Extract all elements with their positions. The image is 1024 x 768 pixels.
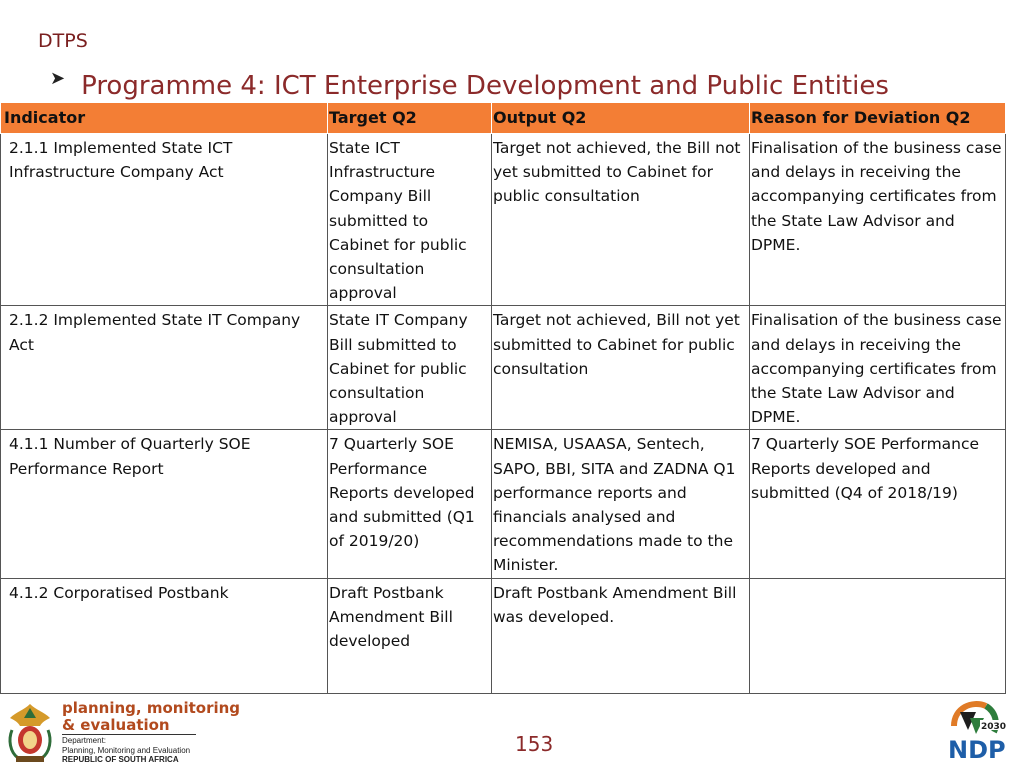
cell-target: State IT Company Bill submitted to Cabinet for public consultation approval [328, 306, 492, 430]
table-row [1, 578, 1006, 693]
coat-of-arms-icon [4, 700, 56, 766]
ndp-2030-logo-icon [946, 696, 1007, 764]
pme-line1: planning, monitoring [62, 699, 241, 717]
table-row [1, 430, 1006, 578]
slide-title: Programme 4: ICT Enterprise Development and Public Entities [81, 71, 889, 101]
cell-reason: 7 Quarterly SOE Performance Reports developed and submitted (Q4 of 2018/19) [750, 430, 1006, 578]
cell-target: State ICT Infrastructure Company Bill submitted to Cabinet for public consultation approval [328, 134, 492, 306]
cell-reason: Finalisation of the business case and delays in receiving the accompanying certificates from the State Law Advisor and DPME. [750, 306, 1006, 430]
cell-indicator: 2.1.2 Implemented State IT Company Act [1, 306, 328, 430]
cell-target: 7 Quarterly SOE Performance Reports developed and submitted (Q1 of 2019/20) [328, 430, 492, 578]
logo-divider [62, 734, 196, 735]
ndp-text: NDP [948, 736, 1006, 764]
dept-line1: Department: [62, 736, 107, 745]
cell-output: Draft Postbank Amendment Bill was developed. [492, 578, 750, 693]
cell-reason [750, 578, 1006, 693]
cell-indicator: 4.1.1 Number of Quarterly SOE Performance Report [1, 430, 328, 578]
ndp-year-text: 2030 [981, 722, 1007, 732]
cell-output: Target not achieved, the Bill not yet submitted to Cabinet for public consultation [492, 134, 750, 306]
cell-target: Draft Postbank Amendment Bill developed [328, 578, 492, 693]
cell-indicator: 2.1.1 Implemented State ICT Infrastructure Company Act [1, 134, 328, 306]
cell-output: Target not achieved, Bill not yet submitted to Cabinet for public consultation [492, 306, 750, 430]
organization-label: DTPS [38, 30, 88, 52]
pme-line2: & evaluation [62, 716, 170, 734]
dept-line3: REPUBLIC OF SOUTH AFRICA [62, 755, 179, 764]
page-number: 153 [515, 732, 554, 756]
arrow-bullet-icon: ➤ [50, 68, 66, 89]
table-row [1, 306, 1006, 430]
table-header-row [1, 103, 1006, 134]
department-label [62, 736, 190, 765]
cell-reason: Finalisation of the business case and delays in receiving the accompanying certificates from the State Law Advisor and DPME. [750, 134, 1006, 306]
column-header-indicator: Indicator [1, 103, 328, 134]
slide-title-row [50, 66, 889, 106]
column-header-target: Target Q2 [328, 103, 492, 134]
pme-wordmark [62, 700, 240, 734]
dept-line2: Planning, Monitoring and Evaluation [62, 745, 191, 755]
deviation-table [0, 102, 1006, 694]
cell-indicator: 4.1.2 Corporatised Postbank [1, 578, 328, 693]
column-header-output: Output Q2 [492, 103, 750, 134]
table-row [1, 134, 1006, 306]
cell-output: NEMISA, USAASA, Sentech, SAPO, BBI, SITA and ZADNA Q1 performance reports and financials analysed and recommendations made to the Minister. [492, 430, 750, 578]
column-header-reason: Reason for Deviation Q2 [750, 103, 1006, 134]
